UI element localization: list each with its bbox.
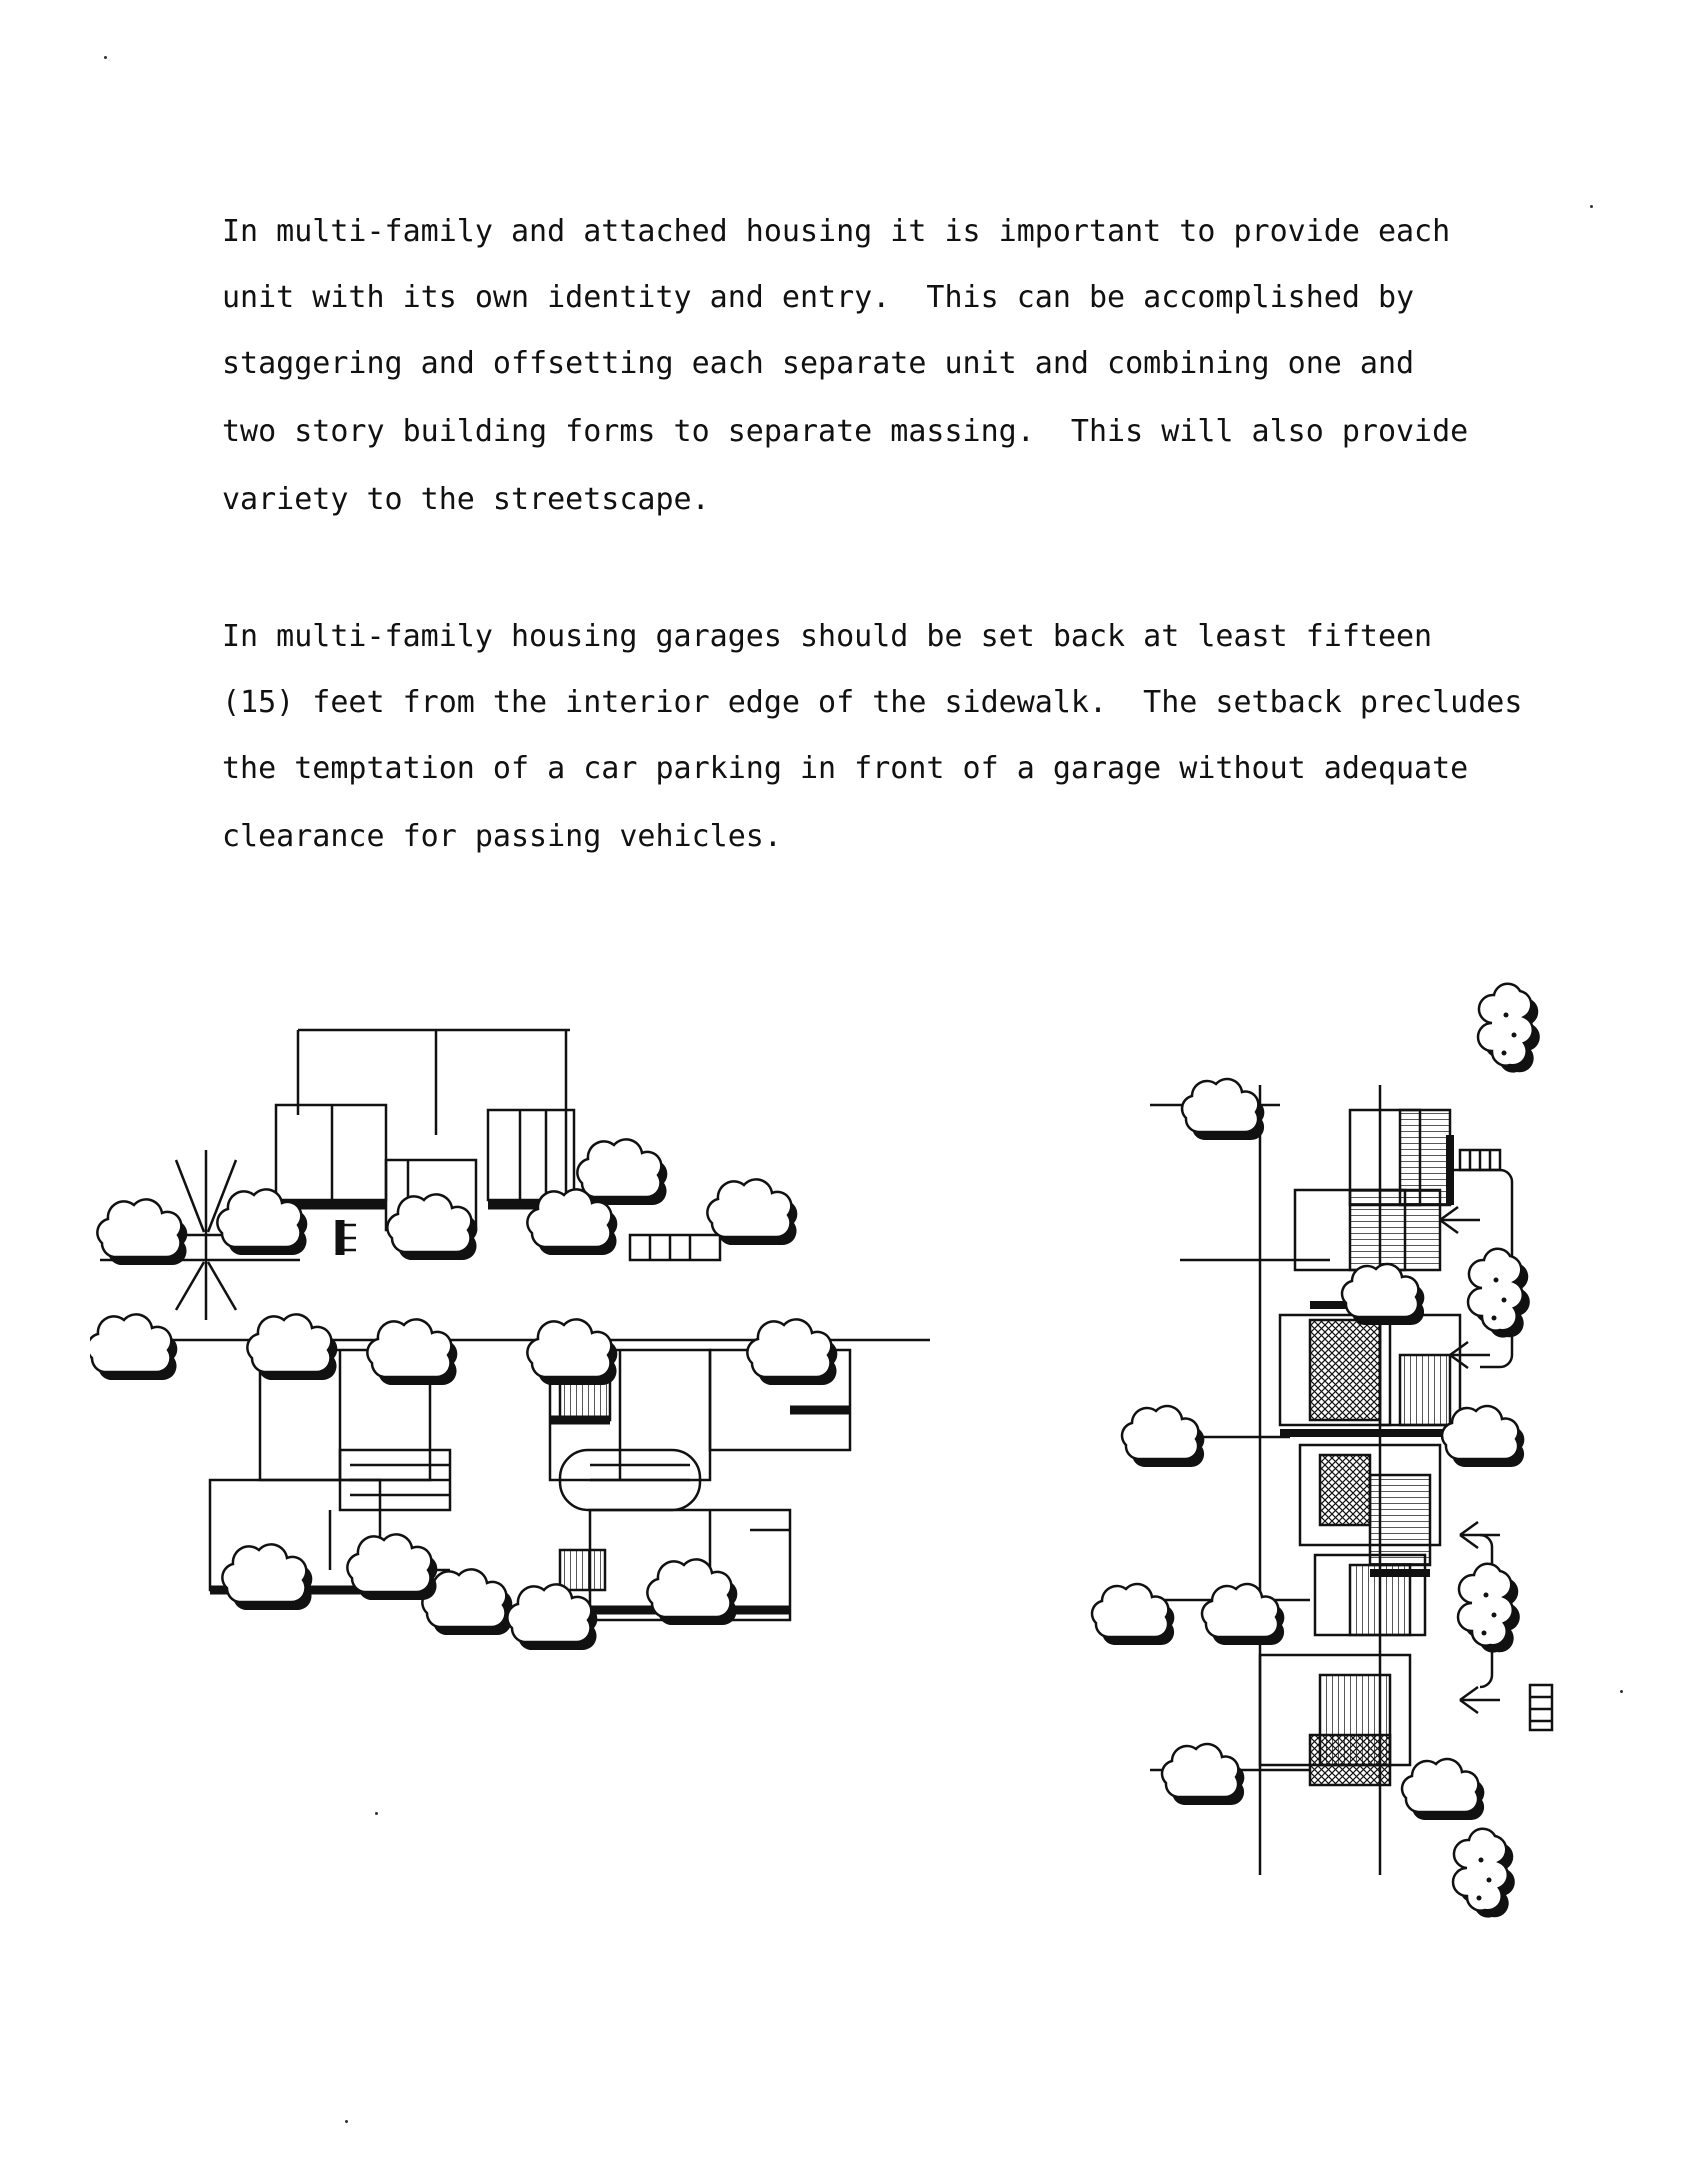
site-plan-illustration-right — [1080, 975, 1580, 1945]
text-line: In multi-family and attached housing it is important to provide each — [222, 214, 1451, 249]
text-line: clearance for passing vehicles. — [222, 819, 782, 854]
scan-speck — [1620, 1690, 1623, 1693]
text-line: (15) feet from the interior edge of the sidewalk. The setback precludes — [222, 685, 1523, 720]
scan-speck — [1590, 205, 1593, 208]
text-line: staggering and offsetting each separate unit and combining one and — [222, 346, 1415, 381]
site-plan-illustration-left — [90, 1010, 930, 1690]
text-line: the temptation of a car parking in front of a garage without adequate — [222, 751, 1469, 786]
text-line: two story building forms to separate massing. This will also provide — [222, 414, 1469, 449]
text-line: variety to the streetscape. — [222, 482, 710, 517]
scan-speck — [375, 1812, 378, 1815]
scan-speck — [345, 2120, 348, 2123]
text-line: In multi-family housing garages should be set back at least fifteen — [222, 619, 1433, 654]
scan-speck — [104, 56, 107, 59]
text-line: unit with its own identity and entry. This can be accomplished by — [222, 280, 1415, 315]
